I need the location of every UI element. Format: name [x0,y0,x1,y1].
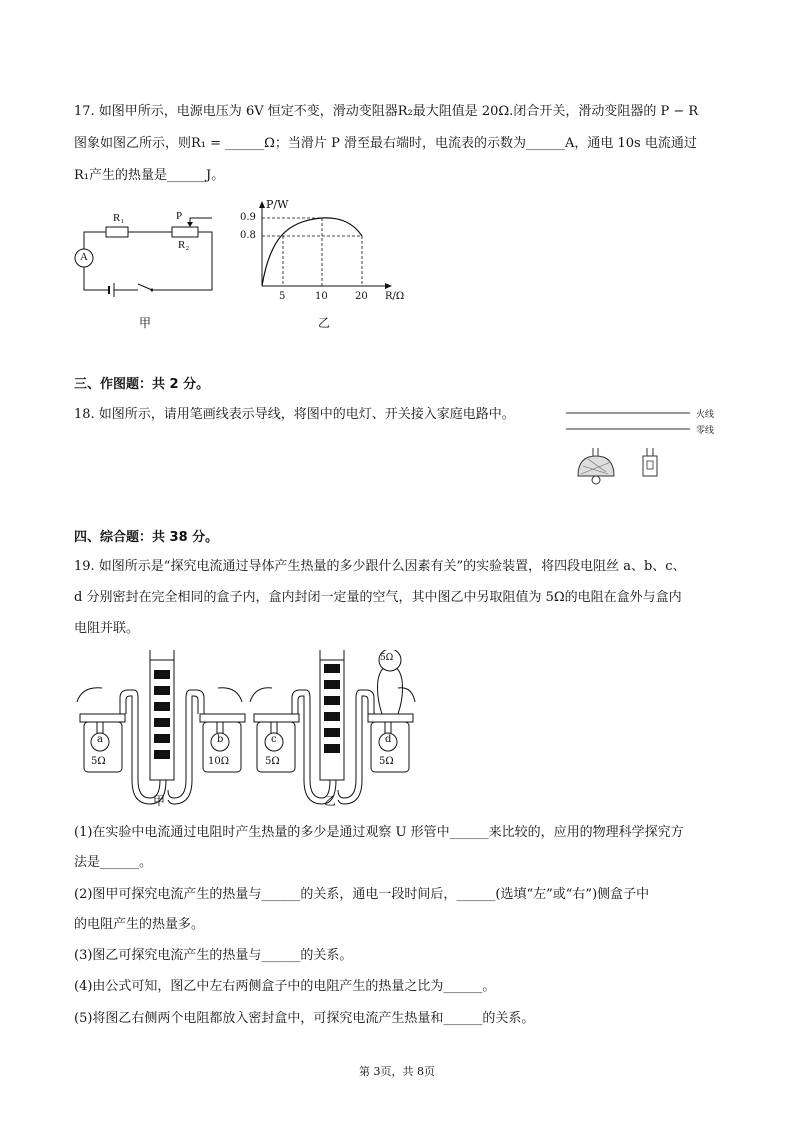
label-b: b [217,734,224,745]
q19-sub2-line1: (2)图甲可探究电流产生的热量与______的关系，通电一段时间后，______(选填“左”或“右”)侧盒子中 [74,887,650,902]
label-d: d [385,734,392,745]
label-rc: 5Ω [265,756,280,767]
experiment-caption-left: 甲 [153,794,166,808]
q19-sub2-line2: 的电阻产生的热量多。 [74,917,205,932]
graph-x-tick-10: 10 [315,291,328,302]
circuit-diagram [72,210,222,330]
page-footer: 第 3页，共 8页 [359,1065,435,1078]
q17-line-2: 图象如图乙所示，则R₁ = ______Ω；当滑片 P 滑至最右端时，电流表的示数为______A，通电 10s 电流通过 [74,136,697,151]
household-circuit-figure [566,404,726,489]
q18-text: 18. 如图所示，请用笔画线表示导线，将图中的电灯、开关接入家庭电路中。 [74,407,515,422]
q19-sub5: (5)将图乙右侧两个电阻都放入密封盒中，可探究电流产生热量和______的关系。 [74,1011,535,1026]
section-3-heading: 三、作图题：共 2 分。 [74,377,210,392]
label-rd: 5Ω [379,756,394,767]
r2-rheostat [172,227,198,237]
q19-line-3: 电阻并联。 [74,621,140,636]
graph-x-tick-5: 5 [279,291,286,302]
q19-sub3: (3)图乙可探究电流产生的热量与______的关系。 [74,948,353,963]
q17-line-3: R₁产生的热量是______J。 [74,168,225,183]
label-rext: 5Ω [380,653,394,663]
q19-sub1-line2: 法是______。 [74,855,153,870]
q19-line-2: d 分别密封在完全相同的盒子内，盒内封闭一定量的空气，其中图乙中另取阻值为 5Ω的电阻在盒外与盒内 [74,590,682,605]
circuit-caption: 甲 [139,316,152,330]
graph-caption: 乙 [318,316,331,330]
neutral-wire-label: 零线 [696,426,715,436]
live-wire-label: 火线 [696,410,715,420]
ammeter-label: A [80,251,88,263]
power-curve [262,218,362,286]
p-label: P [176,210,183,222]
graph-y-label: P/W [266,198,289,211]
graph-y-tick-08: 0.8 [240,230,256,241]
r1-resistor [106,227,128,237]
section-4-heading: 四、综合题：共 38 分。 [74,530,219,545]
q19-line-1: 19. 如图所示是“探究电流通过导体产生热量的多少跟什么因素有关”的实验装置，将四段电阻丝 a、b、c、 [74,559,686,574]
label-a: a [97,734,103,745]
graph-x-tick-20: 20 [355,291,368,302]
graph-x-label: R/Ω [385,291,405,302]
label-ra: 5Ω [91,756,106,767]
label-c: c [271,734,277,745]
graph-y-tick-09: 0.9 [240,212,256,223]
heat-experiment-figure [72,650,422,810]
label-rb: 10Ω [208,756,230,767]
q19-sub1-line1: (1)在实验中电流通过电阻时产生热量的多少是通过观察 U 形管中______来比较的，应用的物理科学探究方 [74,825,684,840]
q19-sub4: (4)由公式可知，图乙中左右两侧盒子中的电阻产生的热量之比为______。 [74,979,496,994]
p-r-graph [232,198,422,308]
q17-line-1: 17. 如图甲所示，电源电压为 6V 恒定不变，滑动变阻器R₂最大阻值是 20Ω.闭合开关，滑动变阻器的 P − R [74,104,699,119]
r1-label: R₁ [113,212,125,224]
experiment-caption-right: 乙 [324,794,337,808]
r2-label: R₂ [178,239,190,251]
